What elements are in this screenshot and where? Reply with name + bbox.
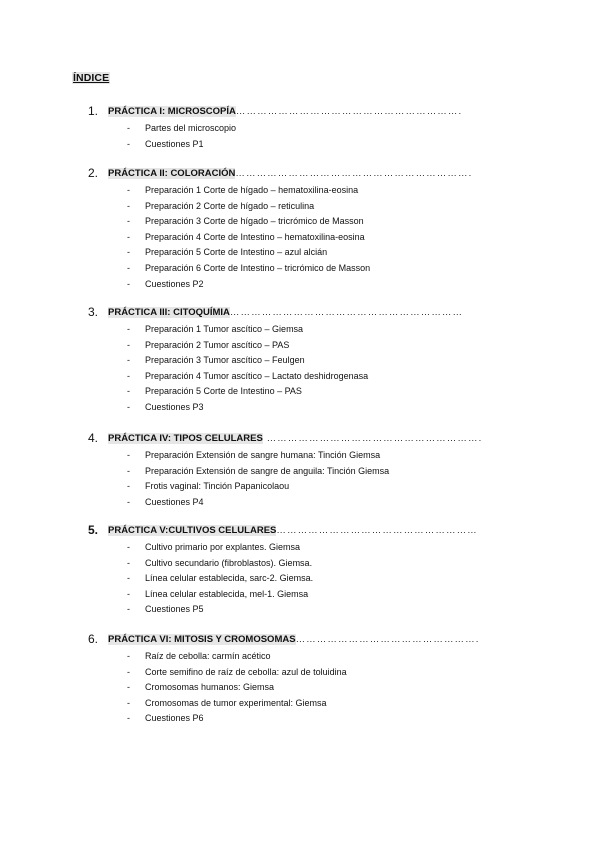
bullet-dash: -: [127, 185, 130, 195]
list-item: [0, 680, 600, 696]
section-title: PRÁCTICA VI: MITOSIS Y CROMOSOMAS: [108, 634, 296, 645]
bullet-dash: -: [127, 713, 130, 724]
list-item-text: Preparación 1 Tumor ascítico – Giemsa: [145, 324, 304, 334]
list-item: [0, 587, 600, 603]
list-item: [0, 369, 600, 385]
leader-dots: ……………………………………………………….: [235, 106, 463, 117]
section-number: 6.: [88, 632, 99, 646]
section-heading: [0, 632, 600, 648]
list-item-text: Cuestiones P4: [145, 496, 204, 507]
list-item-text: Preparación 6 Corte de Intestino – tricrómico de Masson: [145, 262, 371, 273]
list-item: [0, 495, 600, 511]
list-item-text: Frotis vaginal: Tinción Papanicolaou: [145, 481, 290, 492]
list-item-text: Preparación 1 Corte de hígado – hematoxilina-eosina: [145, 185, 359, 195]
section-heading-line: [108, 306, 463, 320]
section-number: 1.: [88, 104, 99, 118]
list-item-text: Corte semifino de raíz de cebolla: azul de toluidina: [145, 666, 347, 677]
section-items: [0, 121, 600, 152]
list-item-text: Preparación 5 Corte de Intestino – PAS: [145, 386, 302, 397]
index-section: [0, 523, 600, 618]
section-heading: [0, 305, 600, 321]
bullet-dash: -: [127, 324, 130, 334]
list-item: [0, 277, 600, 293]
bullet-dash: -: [127, 401, 130, 412]
bullet-dash: -: [127, 262, 130, 273]
list-item-text: Cultivo primario por explantes. Giemsa: [145, 542, 301, 552]
leader-dots: …………………………………………………….: [262, 433, 483, 444]
section-title: PRÁCTICA IV: TIPOS CELULARES: [108, 433, 263, 444]
list-item: [0, 137, 600, 153]
bullet-dash: -: [127, 216, 130, 227]
section-title: PRÁCTICA III: CITOQUÍMIA: [108, 307, 230, 318]
bullet-dash: -: [127, 450, 130, 460]
bullet-dash: -: [127, 573, 130, 584]
section-heading: [0, 523, 600, 539]
list-item-text: Preparación 4 Corte de Intestino – hematoxilina-eosina: [145, 231, 365, 242]
section-number: 3.: [88, 305, 99, 319]
index-title: ÍNDICE: [73, 72, 110, 84]
section-items: [0, 649, 600, 727]
bullet-dash: -: [127, 542, 130, 552]
list-item-text: Preparación 2 Corte de hígado – reticulina: [145, 200, 315, 211]
list-item-text: Línea celular establecida, mel-1. Giemsa: [145, 588, 309, 599]
section-heading-line: [108, 633, 480, 647]
section-items: [0, 448, 600, 510]
list-item-text: Preparación 3 Corte de hígado – tricrómico de Masson: [145, 216, 364, 227]
list-item: [0, 199, 600, 215]
bullet-dash: -: [127, 231, 130, 242]
list-item-text: Preparación 5 Corte de Intestino – azul alcián: [145, 247, 328, 258]
list-item-text: Cuestiones P5: [145, 604, 204, 615]
list-item: [0, 571, 600, 587]
leader-dots: …………………………………………….: [295, 634, 480, 645]
bullet-dash: -: [127, 355, 130, 366]
list-item: [0, 711, 600, 727]
section-heading: [0, 104, 600, 120]
bullet-dash: -: [127, 123, 130, 133]
section-heading-line: [108, 167, 472, 181]
bullet-dash: -: [127, 666, 130, 677]
list-item: [0, 696, 600, 712]
list-item: [0, 230, 600, 246]
list-item: [0, 479, 600, 495]
list-item-text: Preparación Extensión de sangre de anguila: Tinción Giemsa: [145, 465, 390, 476]
list-item: [0, 665, 600, 681]
list-item: [0, 540, 600, 556]
section-heading-line: [108, 524, 478, 538]
list-item-text: Preparación 2 Tumor ascítico – PAS: [145, 339, 290, 350]
leader-dots: ………………………………………………………….: [235, 168, 473, 179]
bullet-dash: -: [127, 682, 130, 693]
list-item: [0, 322, 600, 338]
list-item: [0, 556, 600, 572]
index-section: [0, 431, 600, 510]
list-item: [0, 649, 600, 665]
section-heading-line: [108, 432, 482, 446]
list-item-text: Preparación 3 Tumor ascítico – Feulgen: [145, 355, 305, 366]
list-item-text: Cuestiones P2: [145, 278, 204, 289]
section-heading-line: [108, 105, 462, 119]
list-item-text: Cromosomas de tumor experimental: Giemsa: [145, 697, 327, 708]
list-item-text: Cromosomas humanos: Giemsa: [145, 682, 275, 693]
list-item-text: Línea celular establecida, sarc-2. Giemsa.: [145, 573, 314, 584]
list-item-text: Raíz de cebolla: carmín acético: [145, 651, 271, 661]
list-item: [0, 183, 600, 199]
bullet-dash: -: [127, 651, 130, 661]
list-item-text: Cuestiones P3: [145, 401, 204, 412]
bullet-dash: -: [127, 465, 130, 476]
bullet-dash: -: [127, 278, 130, 289]
section-title: PRÁCTICA II: COLORACIÓN: [108, 168, 236, 179]
section-title: PRÁCTICA I: MICROSCOPÍA: [108, 106, 236, 117]
section-number: 4.: [88, 431, 99, 445]
leader-dots: …………………………………………………………: [229, 307, 464, 318]
list-item-text: Preparación Extensión de sangre humana: Tinción Giemsa: [145, 450, 381, 460]
list-item-text: Cuestiones P6: [145, 713, 204, 724]
section-items: [0, 322, 600, 416]
list-item: [0, 214, 600, 230]
list-item-text: Cultivo secundario (fibroblastos). Giemsa.: [145, 557, 313, 568]
section-heading: [0, 431, 600, 447]
bullet-dash: -: [127, 138, 130, 149]
bullet-dash: -: [127, 604, 130, 615]
leader-dots: …………………………………………………: [276, 525, 478, 536]
list-item: [0, 121, 600, 137]
section-items: [0, 540, 600, 618]
section-number: 2.: [88, 166, 99, 180]
index-section: [0, 632, 600, 727]
bullet-dash: -: [127, 496, 130, 507]
bullet-dash: -: [127, 481, 130, 492]
list-item: [0, 464, 600, 480]
list-item: [0, 353, 600, 369]
list-item-text: Preparación 4 Tumor ascítico – Lactato deshidrogenasa: [145, 370, 369, 381]
index-section: [0, 104, 600, 152]
bullet-dash: -: [127, 200, 130, 211]
list-item: [0, 602, 600, 618]
index-section: [0, 305, 600, 416]
bullet-dash: -: [127, 370, 130, 381]
list-item-text: Partes del microscopio: [145, 123, 237, 133]
list-item: [0, 400, 600, 416]
list-item-text: Cuestiones P1: [145, 138, 204, 149]
section-heading: [0, 166, 600, 182]
section-items: [0, 183, 600, 292]
section-title: PRÁCTICA V:CULTIVOS CELULARES: [108, 525, 277, 536]
bullet-dash: -: [127, 247, 130, 258]
bullet-dash: -: [127, 557, 130, 568]
section-number: 5.: [88, 523, 99, 537]
index-section: [0, 166, 600, 292]
bullet-dash: -: [127, 386, 130, 397]
list-item: [0, 384, 600, 400]
bullet-dash: -: [127, 588, 130, 599]
list-item: [0, 338, 600, 354]
list-item: [0, 245, 600, 261]
bullet-dash: -: [127, 339, 130, 350]
bullet-dash: -: [127, 697, 130, 708]
list-item: [0, 261, 600, 277]
list-item: [0, 448, 600, 464]
